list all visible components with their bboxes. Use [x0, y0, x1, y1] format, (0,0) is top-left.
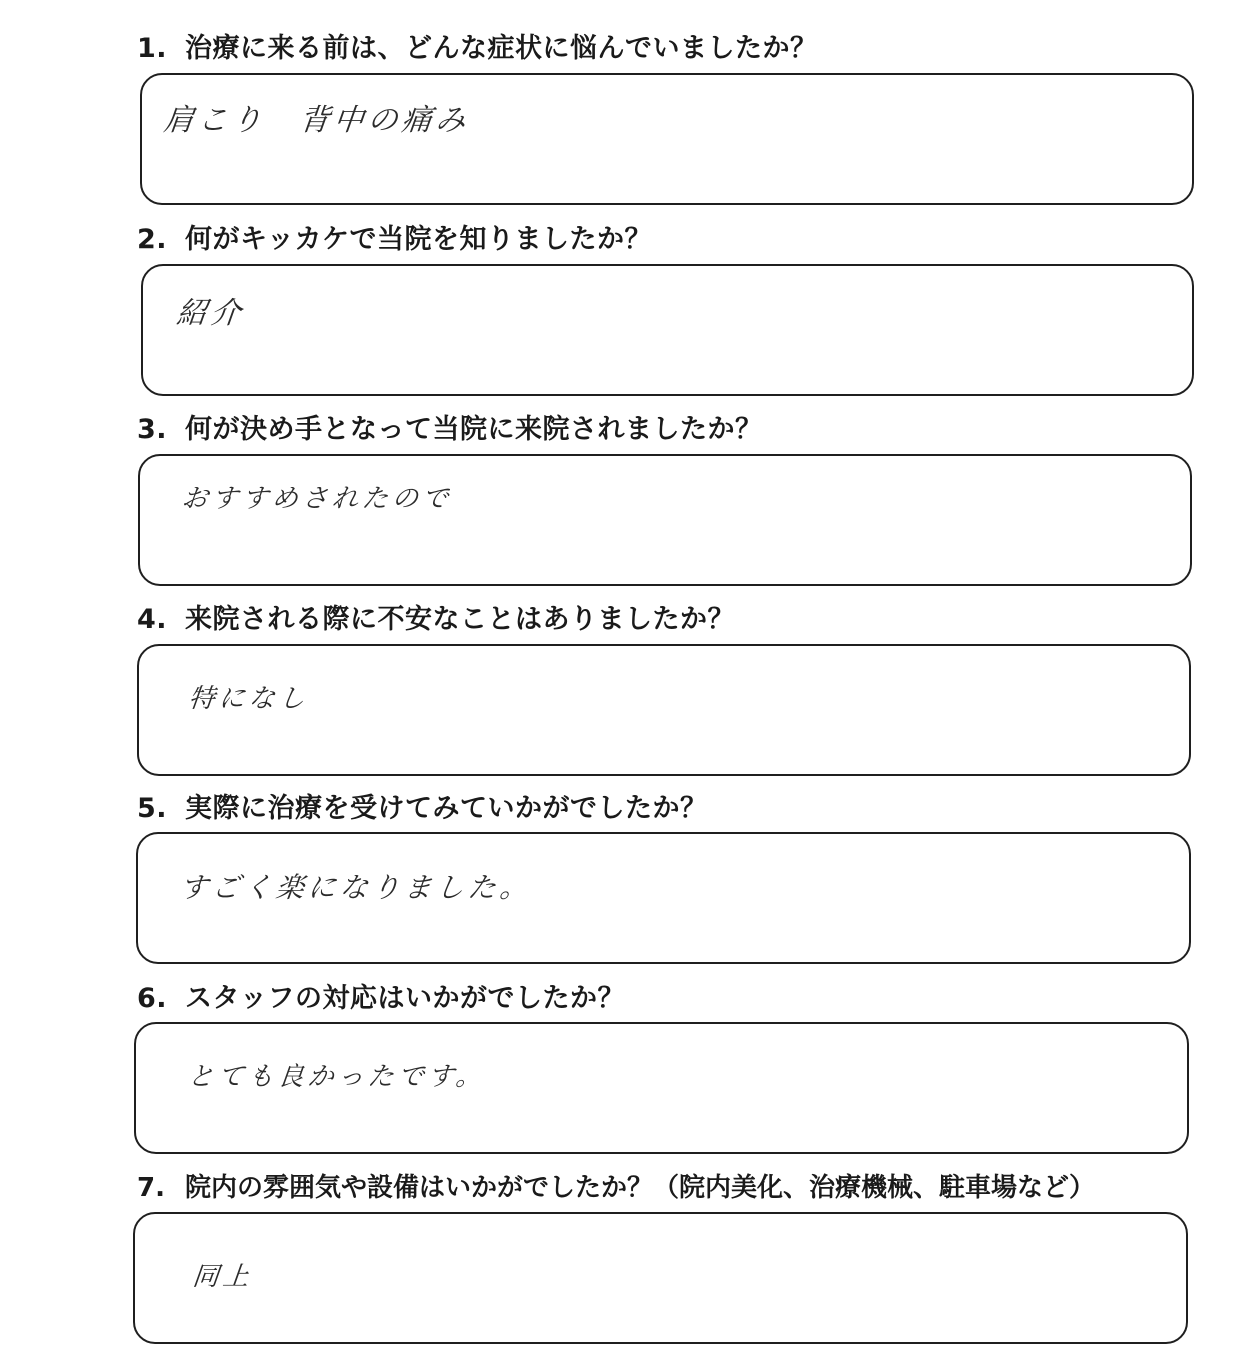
question-text: 何がキッカケで当院を知りましたか？	[185, 224, 652, 255]
answer-box-2	[141, 264, 1194, 396]
answer-box-6	[134, 1022, 1189, 1154]
question-text: スタッフの対応はいかがでしたか？	[185, 983, 625, 1014]
question-text: 来院される際に不安なことはありましたか？	[185, 604, 735, 635]
answer-box-1	[140, 73, 1194, 205]
question-7	[137, 1171, 1095, 1205]
question-number: 6.	[137, 983, 168, 1014]
question-1	[137, 32, 818, 66]
question-number: 1.	[137, 33, 168, 64]
handwritten-answer: おすすめされたので	[180, 484, 454, 514]
answer-box-7	[133, 1212, 1188, 1344]
answer-box-3	[138, 454, 1192, 586]
question-number: 7.	[137, 1173, 165, 1203]
handwritten-answer: 紹介	[174, 296, 247, 331]
answer-box-5	[136, 832, 1191, 964]
answer-box-4	[137, 644, 1191, 776]
question-number: 5.	[137, 793, 168, 824]
question-2	[137, 223, 652, 257]
handwritten-answer: 特になし	[187, 684, 311, 714]
question-text: 実際に治療を受けてみていかがでしたか？	[185, 793, 708, 824]
handwritten-answer: すごく楽になりました。	[178, 871, 534, 904]
question-3	[137, 413, 763, 447]
question-text: 院内の雰囲気や設備はいかがでしたか？（院内美化、治療機械、駐車場など）	[185, 1173, 1096, 1203]
handwritten-answer: とても良かったです。	[186, 1062, 488, 1092]
handwritten-answer: 同上	[191, 1262, 255, 1292]
handwritten-answer: 肩こり 背中の痛み	[161, 103, 472, 138]
question-number: 2.	[137, 224, 168, 255]
question-6	[137, 982, 625, 1016]
question-number: 4.	[137, 604, 168, 635]
question-5	[137, 792, 708, 826]
question-text: 何が決め手となって当院に来院されましたか？	[185, 414, 763, 445]
question-4	[137, 603, 735, 637]
question-text: 治療に来る前は、どんな症状に悩んでいましたか？	[185, 33, 818, 64]
question-number: 3.	[137, 414, 168, 445]
